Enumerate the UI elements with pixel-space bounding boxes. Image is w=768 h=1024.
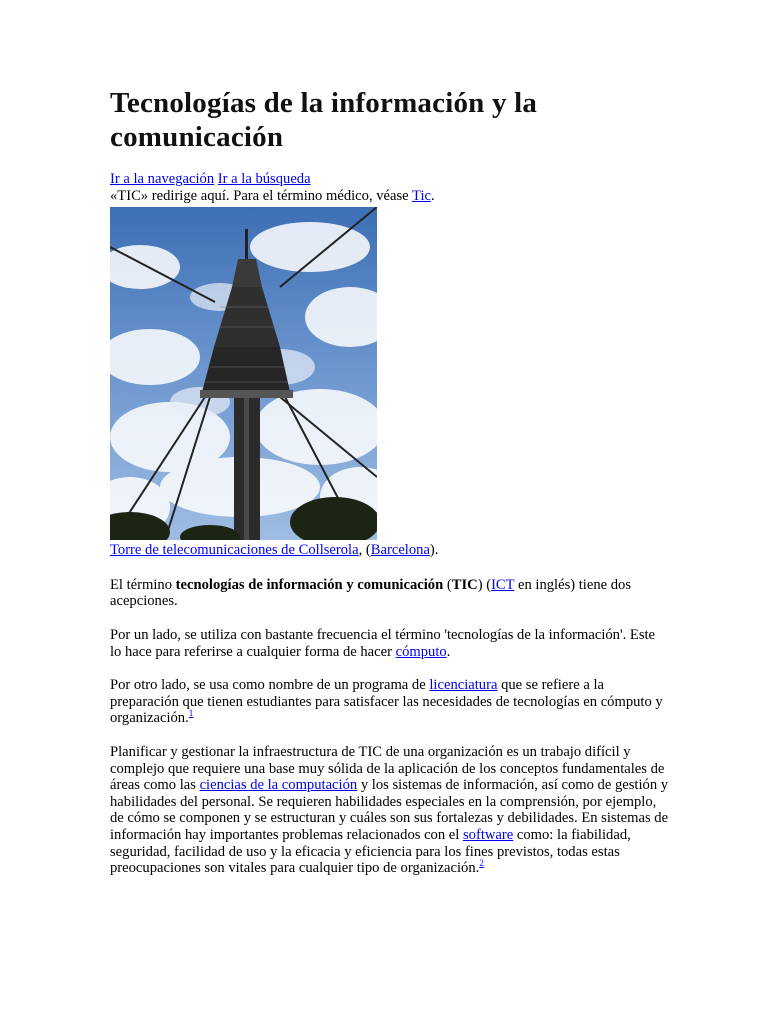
barcelona-link[interactable]: Barcelona	[370, 542, 430, 559]
skip-to-search-link[interactable]: Ir a la búsqueda	[217, 171, 311, 187]
software-link[interactable]: software	[462, 826, 514, 843]
tic-link[interactable]: Tic	[412, 187, 431, 204]
ciencias-computacion-link[interactable]: ciencias de la computación	[199, 777, 358, 794]
collserola-link[interactable]: Torre de telecomunicaciones de Collserola	[110, 542, 359, 559]
hatnote: «TIC» redirige aquí. Para el término médico, véase Tic.	[110, 187, 435, 204]
paragraph-1: El término tecnologías de información y comunicación (TIC) (ICT en inglés) tiene dos acepciones.	[110, 576, 632, 610]
licenciatura-link[interactable]: licenciatura	[429, 677, 498, 694]
article	[110, 86, 670, 894]
reference-2-link[interactable]: 2	[479, 858, 484, 869]
reference-1-link[interactable]: 1	[188, 708, 194, 719]
paragraph-4: Planificar y gestionar la infraestructura de TIC de una organización es un trabajo difícil y complejo que requiere una base muy sólida de la aplicación de los conceptos fundamentales de áreas como las ciencias de la computación y los sistemas de información, así como de gestión y habilidades del personal. Se requieren habilidades especiales en la comprensión, por ejemplo, de cómo se componen y se estructuran y cuáles son sus fortalezas y debilidades. En sistemas de información hay importantes problemas relacionados con el software como: la fiabilidad, seguridad, facilidad de uso y la eficacia y eficiencia para los fines previstos, todas estas preocupaciones son vitales para cualquier tipo de organización.$^2$	[110, 743, 669, 877]
page-title: Tecnologías de la información y la comunicación	[110, 87, 538, 153]
bold-term: tecnologías de información y comunicación	[175, 576, 444, 593]
figure-caption: Torre de telecomunicaciones de Collserola, (Barcelona).	[110, 542, 439, 559]
skip-to-navigation-link[interactable]: Ir a la navegación	[110, 171, 215, 187]
collserola-tower-image[interactable]	[110, 207, 377, 540]
computo-link[interactable]: cómputo	[395, 643, 447, 660]
ict-link[interactable]: ICT	[491, 576, 515, 593]
paragraph-3: Por otro lado, se usa como nombre de un programa de licenciatura que se refiere a la preparación que tienen estudiantes para satisfacer las necesidades de tecnologías en cómputo y organización.$^1$	[110, 677, 663, 727]
bold-abbr: TIC	[451, 576, 478, 593]
skip-links	[110, 171, 670, 188]
paragraph-2: Por un lado, se utiliza con bastante frecuencia el término 'tecnologías de la información'. Este lo hace para referirse a cualquier forma de hacer cómputo.	[110, 626, 656, 660]
